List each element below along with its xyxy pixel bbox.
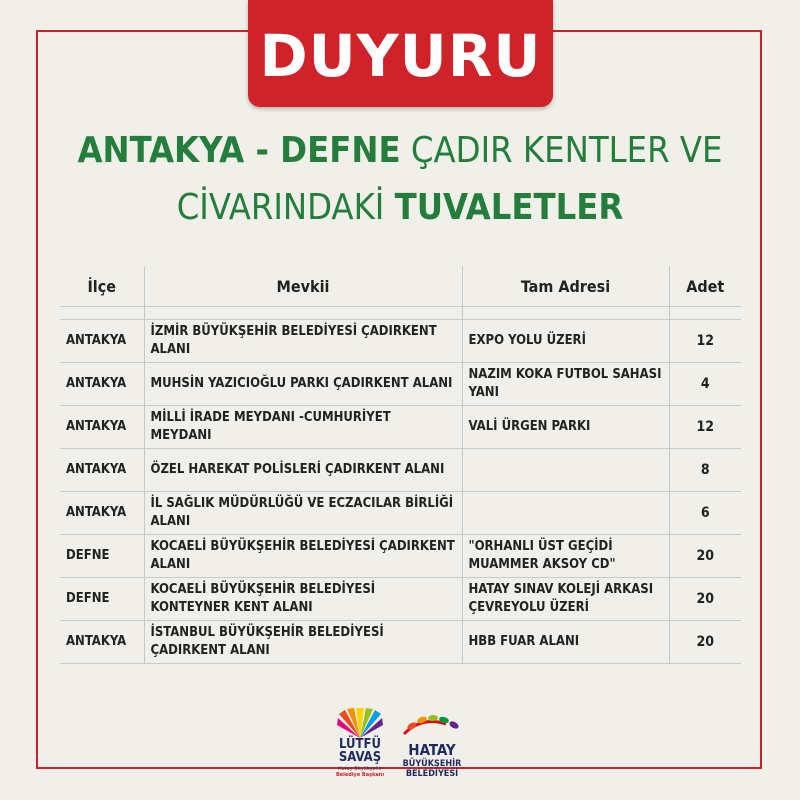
table-row (60, 406, 741, 449)
banner-title: DUYURU (248, 0, 553, 107)
cell-ilce: DEFNE (60, 578, 144, 621)
table-row (60, 363, 741, 406)
cell-adet: 12 (669, 320, 741, 363)
table-header-row (60, 266, 741, 307)
cell-adet: 20 (669, 535, 741, 578)
cell-mevkii: MİLLİ İRADE MEYDANI -CUMHURİYET MEYDANI (144, 406, 462, 449)
logo1-sub2: Belediye Başkanı (335, 772, 385, 778)
cell-mevkii: İSTANBUL BÜYÜKŞEHİR BELEDİYESİ ÇADIRKENT ALANI (144, 621, 462, 664)
header-adet: Adet (669, 266, 741, 307)
cell-mevkii: KOCAELİ BÜYÜKŞEHİR BELEDİYESİ ÇADIRKENT ALANI (144, 535, 462, 578)
table-row (60, 492, 741, 535)
logo1-line2: SAVAŞ (338, 750, 382, 765)
cell-mevkii: ÖZEL HAREKAT POLİSLERİ ÇADIRKENT ALANI (144, 449, 462, 492)
cell-adet: 4 (669, 363, 741, 406)
cell-adet: 20 (669, 621, 741, 664)
heading-line-2-bold: TUVALETLER (394, 187, 624, 228)
hatay-bb-logo (394, 712, 470, 790)
cell-ilce: ANTAKYA (60, 406, 144, 449)
cell-ilce: ANTAKYA (60, 621, 144, 664)
table-row (60, 621, 741, 664)
cell-adres: HATAY SINAV KOLEJİ ARKASI ÇEVREYOLU ÜZERİ (462, 578, 669, 621)
lutfu-savas-logo (333, 708, 387, 790)
table-row (60, 578, 741, 621)
heading-line-1-bold: ANTAKYA - DEFNE (77, 130, 401, 171)
sunburst-icon (337, 708, 383, 738)
toilets-table (60, 266, 741, 664)
logo1-line1: LÜTFÜ (339, 737, 381, 752)
heading-line-2 (40, 185, 760, 231)
cell-adet: 12 (669, 406, 741, 449)
table-spacer-row (60, 307, 741, 320)
cell-mevkii: İZMİR BÜYÜKŞEHİR BELEDİYESİ ÇADIRKENT ALANI (144, 320, 462, 363)
cell-adres: "ORHANLI ÜST GEÇİDİ MUAMMER AKSOY CD" (462, 535, 669, 578)
cell-ilce: ANTAKYA (60, 449, 144, 492)
cell-mevkii: MUHSİN YAZICIOĞLU PARKI ÇADIRKENT ALANI (144, 363, 462, 406)
heading-line-1-light: ÇADIR KENTLER VE (400, 130, 723, 171)
heading-line-1 (40, 128, 760, 174)
cell-adres: VALİ ÜRGEN PARKI (462, 406, 669, 449)
header-tam-adresi: Tam Adresi (462, 266, 669, 307)
logo2-line3: BELEDİYESİ (405, 769, 459, 779)
cell-adet: 8 (669, 449, 741, 492)
table-row (60, 449, 741, 492)
header-ilce: İlçe (60, 266, 144, 307)
cell-mevkii: KOCAELİ BÜYÜKŞEHİR BELEDİYESİ KONTEYNER KENT ALANI (144, 578, 462, 621)
cell-ilce: ANTAKYA (60, 320, 144, 363)
cell-adres (462, 492, 669, 535)
table-row (60, 320, 741, 363)
cell-adres: HBB FUAR ALANI (462, 621, 669, 664)
table-row (60, 535, 741, 578)
logo1-sub1: Hatay Büyükşehir (337, 766, 383, 772)
cell-adres: NAZIM KOKA FUTBOL SAHASI YANI (462, 363, 669, 406)
cell-adet: 6 (669, 492, 741, 535)
cell-ilce: DEFNE (60, 535, 144, 578)
cell-adres (462, 449, 669, 492)
cell-mevkii: İL SAĞLIK MÜDÜRLÜĞÜ VE ECZACILAR BİRLİĞİ ALANI (144, 492, 462, 535)
cell-ilce: ANTAKYA (60, 492, 144, 535)
logo2-line2: BÜYÜKŞEHİR (402, 759, 462, 769)
cell-adet: 20 (669, 578, 741, 621)
cell-adres: EXPO YOLU ÜZERİ (462, 320, 669, 363)
logo2-line1: HATAY (408, 741, 456, 759)
cell-ilce: ANTAKYA (60, 363, 144, 406)
header-mevkii: Mevkii (144, 266, 462, 307)
hatay-leaf-icon (402, 712, 462, 740)
heading-line-2-light: CİVARINDAKİ (176, 187, 395, 228)
